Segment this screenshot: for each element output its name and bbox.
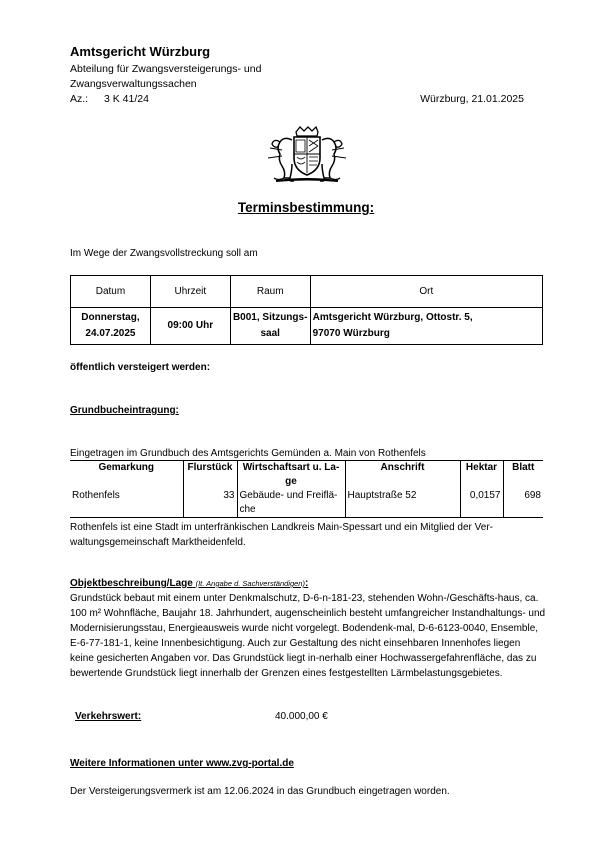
cell-gemarkung: Rothenfels: [70, 489, 183, 518]
header-gemarkung: Gemarkung: [70, 461, 183, 490]
cell-flurstueck: 33: [183, 489, 237, 518]
header-wirtschaftsart-line-1: Wirtschaftsart u. La-: [242, 462, 340, 473]
department-line-1: Abteilung für Zwangsversteigerungs- und: [70, 63, 262, 75]
case-number-label: Az.:: [70, 93, 89, 105]
object-description-text: Grundstück bebaut mit einem unter Denkmalschutz, D-6-n-181-23, stehenden Wohn-/Geschäfts-haus, ca. 100 m² Wohnfläche, Baujahr 18. Jahrhundert, augenscheinlich besteht umfangreicher Instandhaltungs- und Modernisierungsstau, Energieausweis wurde nicht vorgelegt. Bodendenk-mal, D-6-6123-0040, Ensemble, E-6-77-181-1, keine Innenbesichtigung. Auch zur Gestaltung des nicht einsehbaren Innenhofes liegen keine gesicherten Angaben vor. Das Grundstück liegt in-nerhalb einer Hochwassergefahrenfläche, das zu bewertende Grundstück liegt innerhalb der Grenzen eines festgestellten Lärmbelastungsgebietes.: [70, 593, 546, 679]
schedule-place-line-2: 97070 Würzburg: [312, 328, 390, 339]
header-wirtschaftsart-line-2: ge: [285, 476, 297, 487]
object-heading-suffix: :: [304, 578, 309, 589]
schedule-time: 09:00 Uhr: [150, 308, 230, 345]
schedule-header-time: Uhrzeit: [150, 276, 230, 308]
header-hektar: Hektar: [460, 461, 503, 490]
header-anschrift: Anschrift: [345, 461, 460, 490]
schedule-room: [230, 308, 310, 345]
schedule-header-date: Datum: [71, 276, 151, 308]
header-wirtschaftsart: [237, 461, 345, 490]
court-name: Amtsgericht Würzburg: [70, 44, 211, 59]
land-register-header-row: [70, 461, 543, 490]
table-row: [70, 489, 543, 518]
market-value-label: Verkehrswert:: [75, 711, 142, 722]
schedule-header-place: Ort: [310, 276, 542, 308]
cell-wirtschaftsart: [237, 489, 345, 518]
header-blatt: Blatt: [503, 461, 543, 490]
schedule-room-line-1: B001, Sitzungs-: [232, 312, 308, 323]
schedule-table: [70, 275, 543, 345]
cell-wirtschaftsart-line-1: Gebäude- und Freiflä-: [239, 490, 338, 501]
land-register-intro: Eingetragen im Grundbuch des Amtsgerichts Gemünden a. Main von Rothenfels: [70, 448, 426, 459]
coat-of-arms-icon: [262, 126, 350, 184]
closing-statement: Der Versteigerungsvermerk ist am 12.06.2024 in das Grundbuch eingetragen worden.: [70, 786, 450, 797]
schedule-header-row: [71, 276, 543, 308]
schedule-room-line-2: saal: [260, 328, 280, 339]
case-number: 3 K 41/24: [104, 93, 149, 105]
cell-wirtschaftsart-line-2: che: [239, 504, 256, 515]
more-info-link[interactable]: Weitere Informationen unter www.zvg-portal.de: [70, 758, 294, 769]
document-title: Terminsbestimmung:: [237, 200, 375, 215]
land-register-heading: Grundbucheintragung:: [70, 405, 179, 416]
schedule-row: [71, 308, 543, 345]
schedule-header-room: Raum: [230, 276, 310, 308]
header-flurstueck: Flurstück: [183, 461, 237, 490]
schedule-weekday: Donnerstag,: [81, 312, 140, 323]
object-heading-text: Objektbeschreibung/Lage: [70, 578, 193, 589]
cell-hektar: 0,0157: [460, 489, 503, 518]
object-heading-note: (It. Angabe d. Sachverständigen): [195, 579, 305, 588]
location-note: Rothenfels ist eine Stadt im unterfränkischen Landkreis Main-Spessart und ein Mitglied der Ver-waltungsgemeinschaft Marktheidenfeld.: [70, 522, 493, 548]
department-line-2: Zwangsverwaltungssachen: [70, 78, 197, 90]
schedule-date-value: 24.07.2025: [85, 328, 136, 339]
object-description-heading: [70, 578, 308, 589]
market-value: 40.000,00 €: [275, 711, 328, 722]
land-register-table: [70, 460, 543, 518]
cell-anschrift: Hauptstraße 52: [345, 489, 460, 518]
schedule-place-line-1: Amtsgericht Würzburg, Ottostr. 5,: [312, 312, 473, 323]
schedule-date: [71, 308, 151, 345]
intro-text: Im Wege der Zwangsvollstreckung soll am: [70, 248, 258, 259]
place-and-date: Würzburg, 21.01.2025: [420, 93, 524, 105]
cell-blatt: 698: [503, 489, 543, 518]
schedule-place: [310, 308, 542, 345]
auction-statement: öffentlich versteigert werden:: [70, 362, 211, 373]
